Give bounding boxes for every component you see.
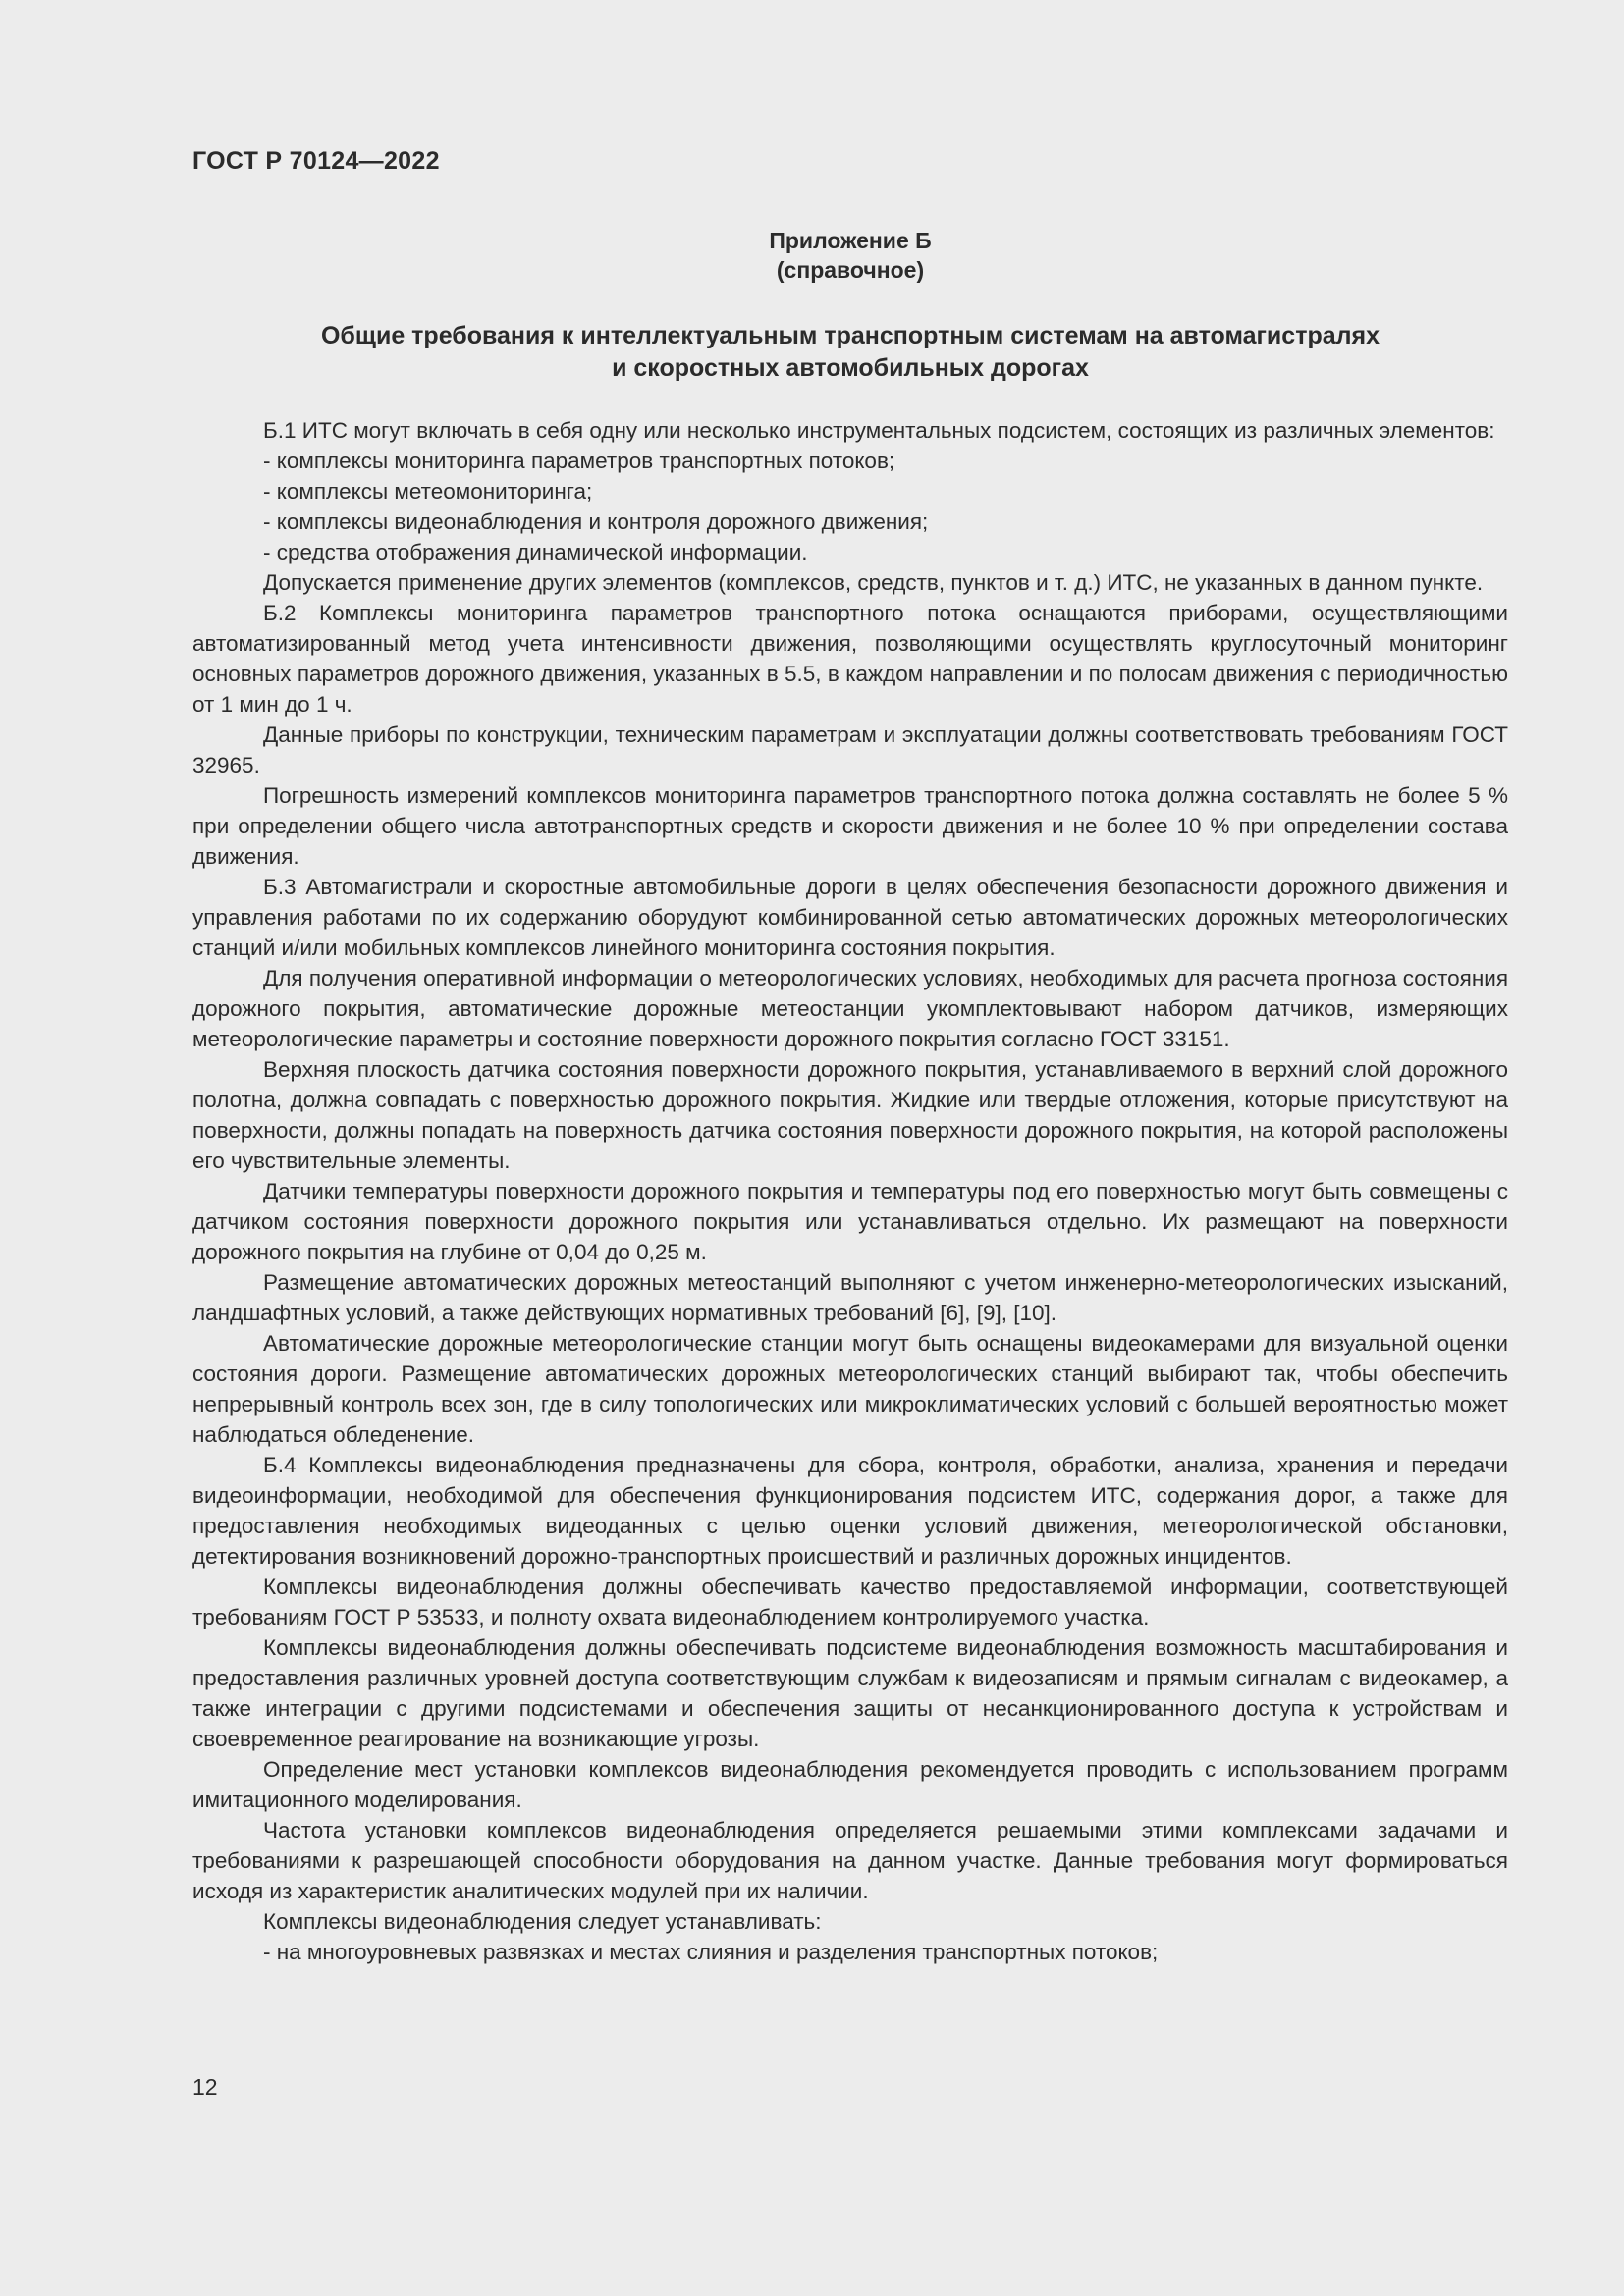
paragraph: Допускается применение других элементов (комплексов, средств, пунктов и т. д.) ИТС, не указанных в данном пункте. (263, 570, 1484, 595)
document-id-header: ГОСТ Р 70124—2022 (192, 147, 440, 175)
paragraph: Размещение автоматических дорожных метеостанций выполняют с учетом инженерно-метеорологических изысканий, ландшафтных условий, а также действующих нормативных требований [6], [9], [10]. (192, 1270, 1508, 1325)
paragraph: Погрешность измерений комплексов мониторинга параметров транспортного потока должна составлять не более 5 % при определении общего числа автотранспортных средств и скорости движения и не более 10 % при определении состава движения. (192, 783, 1508, 869)
appendix-name: Приложение Б (769, 228, 932, 253)
paragraph: Б.3 Автомагистрали и скоростные автомобильные дороги в целях обеспечения безопасности дорожного движения и управления работами по их содержанию оборудуют комбинированной сетью автоматических дорожных метеорологических станций и/или мобильных комплексов линейного мониторинга состояния покрытия. (192, 875, 1508, 960)
section-title (192, 320, 1508, 385)
paragraph: Данные приборы по конструкции, техническим параметрам и эксплуатации должны соответствовать требованиям ГОСТ 32965. (192, 722, 1508, 777)
list-item: - на многоуровневых развязках и местах слияния и разделения транспортных потоков; (263, 1940, 1159, 1964)
list-item: - комплексы видеонаблюдения и контроля дорожного движения; (263, 509, 929, 534)
paragraph: Определение мест установки комплексов видеонаблюдения рекомендуется проводить с использованием программ имитационного моделирования. (192, 1757, 1508, 1812)
page-number: 12 (192, 2074, 218, 2100)
list-item: - комплексы метеомониторинга; (263, 479, 593, 504)
paragraph: Для получения оперативной информации о метеорологических условиях, необходимых для расчета прогноза состояния дорожного покрытия, автоматические дорожные метеостанции укомплектовывают набором датчиков, измеряющих метеорологические параметры и состояние поверхности дорожного покрытия согласно ГОСТ 33151. (192, 966, 1508, 1051)
document-body (192, 415, 1508, 1967)
paragraph: Датчики температуры поверхности дорожного покрытия и температуры под его поверхностью могут быть совмещены с датчиком состояния поверхности дорожного покрытия или устанавливаться отдельно. Их размещают на поверхности дорожного покрытия на глубине от 0,04 до 0,25 м. (192, 1179, 1508, 1264)
paragraph: Комплексы видеонаблюдения должны обеспечивать качество предоставляемой информации, соответствующей требованиям ГОСТ Р 53533, и полноту охвата видеонаблюдением контролируемого участка. (192, 1575, 1508, 1629)
list-item: - средства отображения динамической информации. (263, 540, 808, 564)
paragraph: Автоматические дорожные метеорологические станции могут быть оснащены видеокамерами для визуальной оценки состояния дороги. Размещение автоматических дорожных метеорологических станций выбирают так, чтобы обеспечить непрерывный контроль всех зон, где в силу топологических или микроклиматических условий с большей вероятностью может наблюдаться обледенение. (192, 1331, 1508, 1447)
paragraph: Верхняя плоскость датчика состояния поверхности дорожного покрытия, устанавливаемого в верхний слой дорожного полотна, должна совпадать с поверхностью дорожного покрытия. Жидкие или твердые отложения, которые присутствуют на поверхности, должны попадать на поверхность датчика состояния поверхности дорожного покрытия, на которой расположены его чувствительные элементы. (192, 1057, 1508, 1173)
paragraph: Комплексы видеонаблюдения должны обеспечивать подсистеме видеонаблюдения возможность масштабирования и предоставления различных уровней доступа соответствующим службам к видеозаписям и прямым сигналам с видеокамер, а также интеграции с другими подсистемами и обеспечения защиты от несанкционированного доступа к устройствам и своевременное реагирование на возникающие угрозы. (192, 1635, 1508, 1751)
paragraph: Б.2 Комплексы мониторинга параметров транспортного потока оснащаются приборами, осуществляющими автоматизированный метод учета интенсивности движения, позволяющими осуществлять круглосуточный мониторинг основных параметров дорожного движения, указанных в 5.5, в каждом направлении и по полосам движения с периодичностью от 1 мин до 1 ч. (192, 601, 1508, 717)
paragraph: Б.4 Комплексы видеонаблюдения предназначены для сбора, контроля, обработки, анализа, хранения и передачи видеоинформации, необходимой для обеспечения функционирования подсистем ИТС, содержания дорог, а также для предоставления необходимых видеоданных с целью оценки условий движения, метеорологической обстановки, детектирования возникновений дорожно-транспортных происшествий и различных дорожных инцидентов. (192, 1453, 1508, 1569)
paragraph: Б.1 ИТС могут включать в себя одну или несколько инструментальных подсистем, состоящих из различных элементов: (263, 418, 1495, 443)
section-title-line-2: и скоростных автомобильных дорогах (612, 354, 1089, 382)
appendix-heading (192, 226, 1508, 285)
appendix-kind: (справочное) (776, 257, 925, 283)
section-title-line-1: Общие требования к интеллектуальным транспортным системам на автомагистралях (320, 322, 1380, 349)
paragraph: Частота установки комплексов видеонаблюдения определяется решаемыми этими комплексами задачами и требованиями к разрешающей способности оборудования на данном участке. Данные требования могут формироваться исходя из характеристик аналитических модулей при их наличии. (192, 1818, 1508, 1903)
paragraph: Комплексы видеонаблюдения следует устанавливать: (263, 1909, 822, 1934)
list-item: - комплексы мониторинга параметров транспортных потоков; (263, 449, 895, 473)
